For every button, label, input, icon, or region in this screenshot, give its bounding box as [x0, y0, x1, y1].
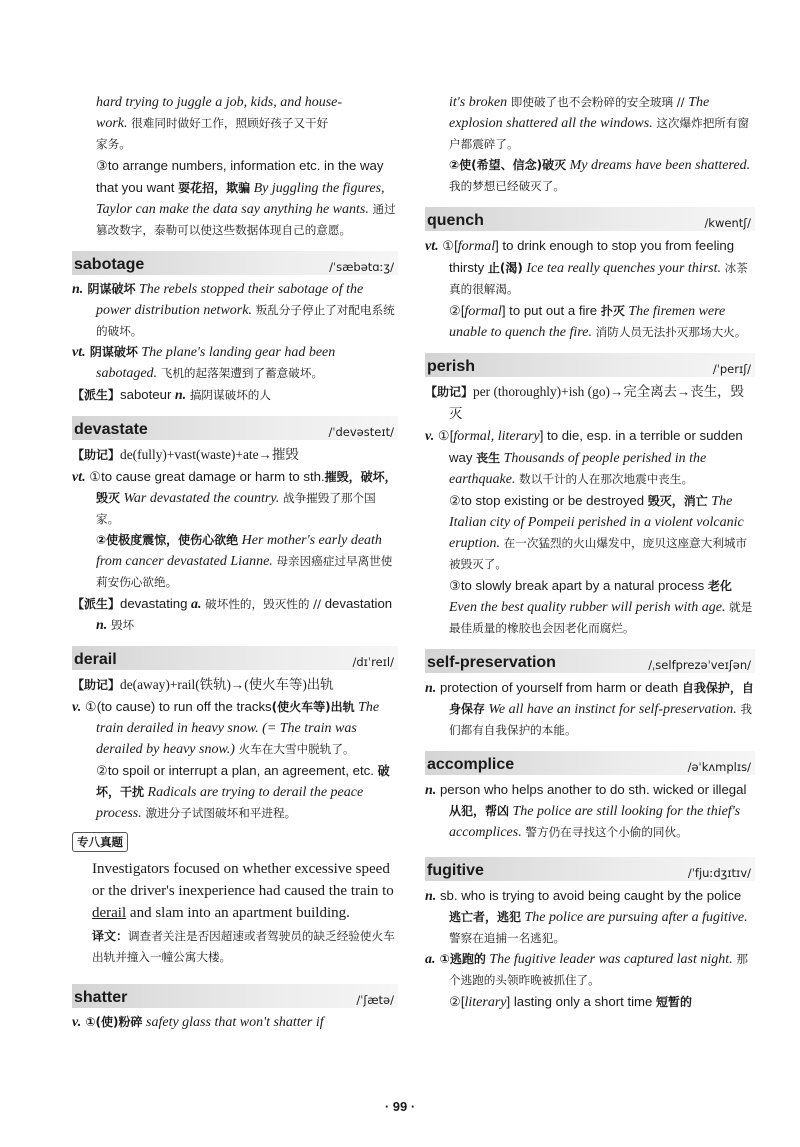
chinese-gloss: 止(渴) — [487, 261, 523, 275]
mnemonic-label: 【助记】 — [425, 385, 474, 399]
part-of-speech: vt. — [425, 239, 439, 254]
translation-label: 译文： — [92, 929, 129, 943]
page-number: · 99 · — [384, 1099, 416, 1114]
translation: 消防人员无法扑灭那场大火。 — [591, 325, 747, 339]
part-of-speech: n. — [171, 388, 187, 403]
translation: 激进分子试图破坏和平进程。 — [141, 806, 297, 820]
definition: ] to put out a fire — [501, 303, 601, 318]
register-label: literary — [464, 995, 507, 1010]
right-column — [425, 92, 755, 1013]
mnemonic-label: 【助记】 — [72, 448, 121, 462]
register-label: formal, literary — [453, 429, 540, 444]
entry-self-preservation — [425, 649, 755, 741]
headword-bar — [425, 207, 755, 231]
entry-accomplice — [425, 751, 755, 843]
example-sentence: The train derailed in heavy snow. (= The train was derailed by heavy snow.) — [96, 700, 380, 757]
pronunciation: /ˌselfprezəˈveɪʃən/ — [648, 658, 751, 672]
translation: 就是最佳质量的橡胶也会因老化而腐烂。 — [449, 600, 753, 635]
definition: ③to slowly break apart by a natural process — [449, 578, 708, 593]
definition: ①(to cause) to run off the tracks — [81, 699, 272, 714]
headword: fugitive — [427, 862, 484, 879]
pronunciation: /ˈperɪʃ/ — [712, 362, 751, 376]
chinese-gloss: 从犯，帮凶 — [449, 804, 510, 818]
part-of-speech: v. — [72, 700, 82, 715]
definition: ①to cause great damage or harm to sth. — [85, 469, 325, 484]
translation: 我们都有自我保护的本能。 — [449, 702, 753, 737]
chinese-gloss: 破坏性的，毁灭性的 // — [201, 597, 325, 611]
chinese-gloss: 毁坏 — [107, 618, 135, 632]
part-of-speech: v. — [72, 1015, 82, 1030]
example-sentence: hard trying to juggle a job, kids, and house- — [96, 95, 343, 110]
pronunciation: /ˈsæbətɑːʒ/ — [329, 260, 394, 274]
derived-word: devastation — [324, 596, 393, 611]
definition: ] to die, esp. in a terrible or sudden way — [449, 428, 743, 465]
headword: derail — [74, 651, 117, 668]
headword-bar — [425, 857, 755, 881]
headword: shatter — [74, 989, 128, 1006]
translation: 家务。 — [96, 137, 131, 151]
entry-derail — [72, 646, 398, 968]
chinese-gloss: ②使极度震惊，使伤心欲绝 — [96, 533, 239, 547]
headword-bar — [72, 984, 398, 1008]
entry-devastate — [72, 416, 398, 636]
example-sentence: The plane's landing gear had been sabotaged. — [96, 345, 336, 381]
entry-juggle-continued — [72, 92, 398, 241]
mnemonic-text: de(away)+rail(铁轨)→(使火车等)出轨 — [120, 677, 334, 692]
chinese-gloss: 短暂的 — [656, 995, 693, 1009]
definition: protection of yourself from harm or death — [436, 680, 682, 695]
chinese-gloss: 丧生 — [476, 451, 501, 465]
example-sentence: The Italian city of Pompeii perished in a violent volcanic eruption. — [449, 494, 744, 551]
definition: ②to spoil or interrupt a plan, an agreement, etc. — [96, 763, 378, 778]
part-of-speech: n. — [425, 889, 437, 904]
part-of-speech: vt. — [72, 470, 86, 485]
entry-perish: perish /ˈperɪʃ/ 【助记】per (thoroughly)+ish (go)→完全离去→丧生，毁灭 v. ①[formal, literary] to die, esp. in a terrible or sudden way 丧生 Thousands of people perished in the earthquake. 数以千计的人在那次地震中丧生。 ②to stop existing or be destroyed 毁灭，消亡 The Italian city of Pompeii perished in a violent volcanic eruption. 在一次猛烈的火山爆发中，庞贝这座意大利城市被毁灭了。 ③to slowly break apart by a natural process 老化 Even the best quality rubber will perish with age. 就是最佳质量的橡胶也会因老化而腐烂。 — [425, 353, 755, 639]
entry-shatter — [72, 984, 398, 1033]
mnemonic-text: de(fully)+vast(waste)+ate→摧毁 — [120, 447, 299, 462]
definition: ] lasting only a short time — [506, 994, 657, 1009]
headword: perish — [427, 358, 476, 375]
example-sentence: The fugitive leader was captured last night. — [485, 952, 733, 967]
chinese-gloss: ①逃跑的 — [435, 952, 486, 966]
mnemonic-text: per (thoroughly)+ish (go)→完全离去→丧生，毁灭 — [449, 384, 744, 421]
translation: 调查者关注是否因超速或者驾驶员的缺乏经验使火车出轨并撞入一幢公寓大楼。 — [92, 929, 395, 964]
part-of-speech: a. — [187, 597, 202, 612]
mnemonic-label: 【助记】 — [72, 678, 121, 692]
underlined-word: derail — [92, 905, 127, 921]
part-of-speech: n. — [96, 618, 108, 633]
translation: 那个逃跑的头领昨晚被抓住了。 — [449, 952, 748, 987]
translation: 这次爆炸把所有窗户都震碎了。 — [449, 116, 750, 151]
example-sentence: War devastated the country. — [120, 491, 280, 506]
chinese-gloss: 搞阴谋破坏的人 — [186, 388, 271, 402]
part-of-speech: v. — [425, 429, 435, 444]
chinese-gloss: 老化 — [707, 579, 732, 593]
chinese-gloss: 毁灭，消亡 — [647, 494, 708, 508]
chinese-gloss: 阴谋破坏 — [89, 345, 138, 359]
derived-word: saboteur — [120, 387, 172, 402]
translation: 数以千计的人在那次地震中丧生。 — [515, 472, 694, 486]
translation: 在一次猛烈的火山爆发中，庞贝这座意大利城市被毁灭了。 — [449, 536, 748, 571]
chinese-gloss: 摧毁，破坏，毁灭 — [96, 470, 397, 505]
derived-word: devastating — [120, 596, 188, 611]
chinese-gloss: 自我保护，自身保存 — [449, 681, 754, 716]
pronunciation: /dɪˈreɪl/ — [352, 655, 394, 669]
example-sentence: The rebels stopped their sabotage of the power distribution network. — [96, 282, 364, 318]
part-of-speech: a. — [425, 952, 436, 967]
entry-sabotage — [72, 251, 398, 406]
example-sentence: By juggling the figures, Taylor can make the data say anything he wants. — [96, 181, 385, 217]
translation: 很难同时做好工作，照顾好孩子又干好 — [127, 116, 329, 130]
exam-label: 专八真题 — [72, 832, 128, 852]
headword-bar — [72, 646, 398, 670]
chinese-gloss: ②使(希望、信念)破灭 — [449, 158, 567, 172]
definition: ] to drink enough to stop you from feeling thirsty — [449, 238, 735, 275]
pronunciation: /ˈʃætə/ — [356, 993, 394, 1007]
definition: ③to arrange numbers, information etc. in the way that you want — [96, 158, 384, 195]
example-sentence: The police are still looking for the thief's accomplices. — [449, 804, 741, 840]
chinese-gloss: 阴谋破坏 — [87, 282, 136, 296]
part-of-speech: vt. — [72, 345, 86, 360]
headword-bar — [425, 353, 755, 377]
example-sentence: The explosion shattered all the windows. — [449, 95, 710, 131]
headword: quench — [427, 212, 484, 229]
translation: 我的梦想已经破灭了。 — [449, 179, 565, 193]
pronunciation: /əˈkʌmplɪs/ — [687, 760, 751, 774]
example-sentence: The police are pursuing after a fugitive. — [521, 910, 748, 925]
example-sentence: work. — [96, 116, 128, 131]
pronunciation: /ˈdevəsteɪt/ — [328, 425, 394, 439]
example-sentence: Radicals are trying to derail the peace process. — [96, 785, 364, 821]
entry-fugitive: fugitive /ˈfjuːdʒɪtɪv/ n. sb. who is trying to avoid being caught by the police 逃亡者，逃犯 The police are pursuing after a fugitive. 警察在追捕一名逃犯。 a. ①逃跑的 The fugitive leader was captured last night. 那个逃跑的头领昨晚被抓住了。 ②[literary] lasting only a short time 短暂的 — [425, 857, 755, 1013]
example-sentence: The firemen were unable to quench the fire. — [449, 304, 726, 340]
entry-shatter-continued — [425, 92, 755, 197]
exam-question: Investigators focused on whether excessive speed or the driver's inexperience had caused the train to derail and slam into an apartment building. — [92, 861, 394, 921]
chinese-gloss: 扑灭 — [600, 304, 625, 318]
headword-bar — [425, 751, 755, 775]
register-label: formal — [457, 239, 496, 254]
chinese-gloss: 耍花招，欺骗 — [178, 181, 251, 195]
chinese-gloss: 逃亡者，逃犯 — [449, 910, 522, 924]
translation: 叛乱分子停止了对配电系统的破坏。 — [96, 303, 395, 338]
headword-bar — [72, 251, 398, 275]
translation: 战争摧毁了那个国家。 — [96, 491, 376, 526]
entry-quench: quench /kwentʃ/ vt. ①[formal] to drink enough to stop you from feeling thirsty 止(渴) Ice tea really quenches your thirst. 冰茶真的很解渴。 ②[formal] to put out a fire 扑灭 The firemen were unable to quench the fire. 消防人员无法扑灭那场大火。 — [425, 207, 755, 343]
headword-bar — [425, 649, 755, 673]
headword: self-preservation — [427, 654, 556, 671]
chinese-gloss: (使火车等)出轨 — [271, 700, 355, 714]
derivation-label: 【派生】 — [72, 597, 121, 611]
headword: devastate — [74, 421, 148, 438]
exam-box — [72, 824, 398, 968]
example-sentence: safety glass that won't shatter if — [142, 1015, 324, 1030]
definition: person who helps another to do sth. wicked or illegal — [436, 782, 747, 797]
example-sentence: My dreams have been shattered. — [566, 158, 751, 173]
part-of-speech: n. — [72, 282, 84, 297]
headword-bar — [72, 416, 398, 440]
definition: ②to stop existing or be destroyed — [449, 493, 648, 508]
pronunciation: /kwentʃ/ — [704, 216, 751, 230]
translation: 警方仍在寻找这个小偷的同伙。 — [521, 825, 688, 839]
part-of-speech: n. — [425, 783, 437, 798]
example-sentence: We all have an instinct for self-preservation. — [485, 702, 737, 717]
example-sentence: Her mother's early death from cancer devastated Lianne. — [96, 533, 382, 569]
translation: 冰茶真的很解渴。 — [449, 261, 748, 296]
register-label: formal — [464, 304, 502, 319]
headword: accomplice — [427, 756, 515, 773]
translation: 警察在追捕一名逃犯。 — [449, 931, 565, 945]
translation: 母亲因癌症过早离世使莉安伤心欲绝。 — [96, 554, 393, 589]
example-sentence: Ice tea really quenches your thirst. — [522, 261, 721, 276]
part-of-speech: n. — [425, 681, 437, 696]
chinese-gloss: ①(使)粉碎 — [81, 1015, 143, 1029]
derivation-label: 【派生】 — [72, 388, 121, 402]
headword: sabotage — [74, 256, 145, 273]
translation: 飞机的起落架遭到了蓄意破坏。 — [157, 366, 324, 380]
translation: 通过篡改数字，泰勒可以使这些数据体现自己的意愿。 — [96, 202, 396, 237]
pronunciation: /ˈfjuːdʒɪtɪv/ — [687, 866, 751, 880]
example-sentence: Even the best quality rubber will perish with age. — [449, 600, 726, 615]
example-sentence: Thousands of people perished in the earthquake. — [449, 451, 707, 487]
definition: sb. who is trying to avoid being caught by the police — [436, 888, 742, 903]
left-column — [72, 92, 398, 1033]
translation: 即使破了也不会粉碎的安全玻璃 // — [507, 95, 689, 109]
translation: 火车在大雪中脱轨了。 — [234, 742, 355, 756]
chinese-gloss: 破坏，干扰 — [96, 764, 390, 799]
example-sentence: it's broken — [449, 95, 508, 110]
